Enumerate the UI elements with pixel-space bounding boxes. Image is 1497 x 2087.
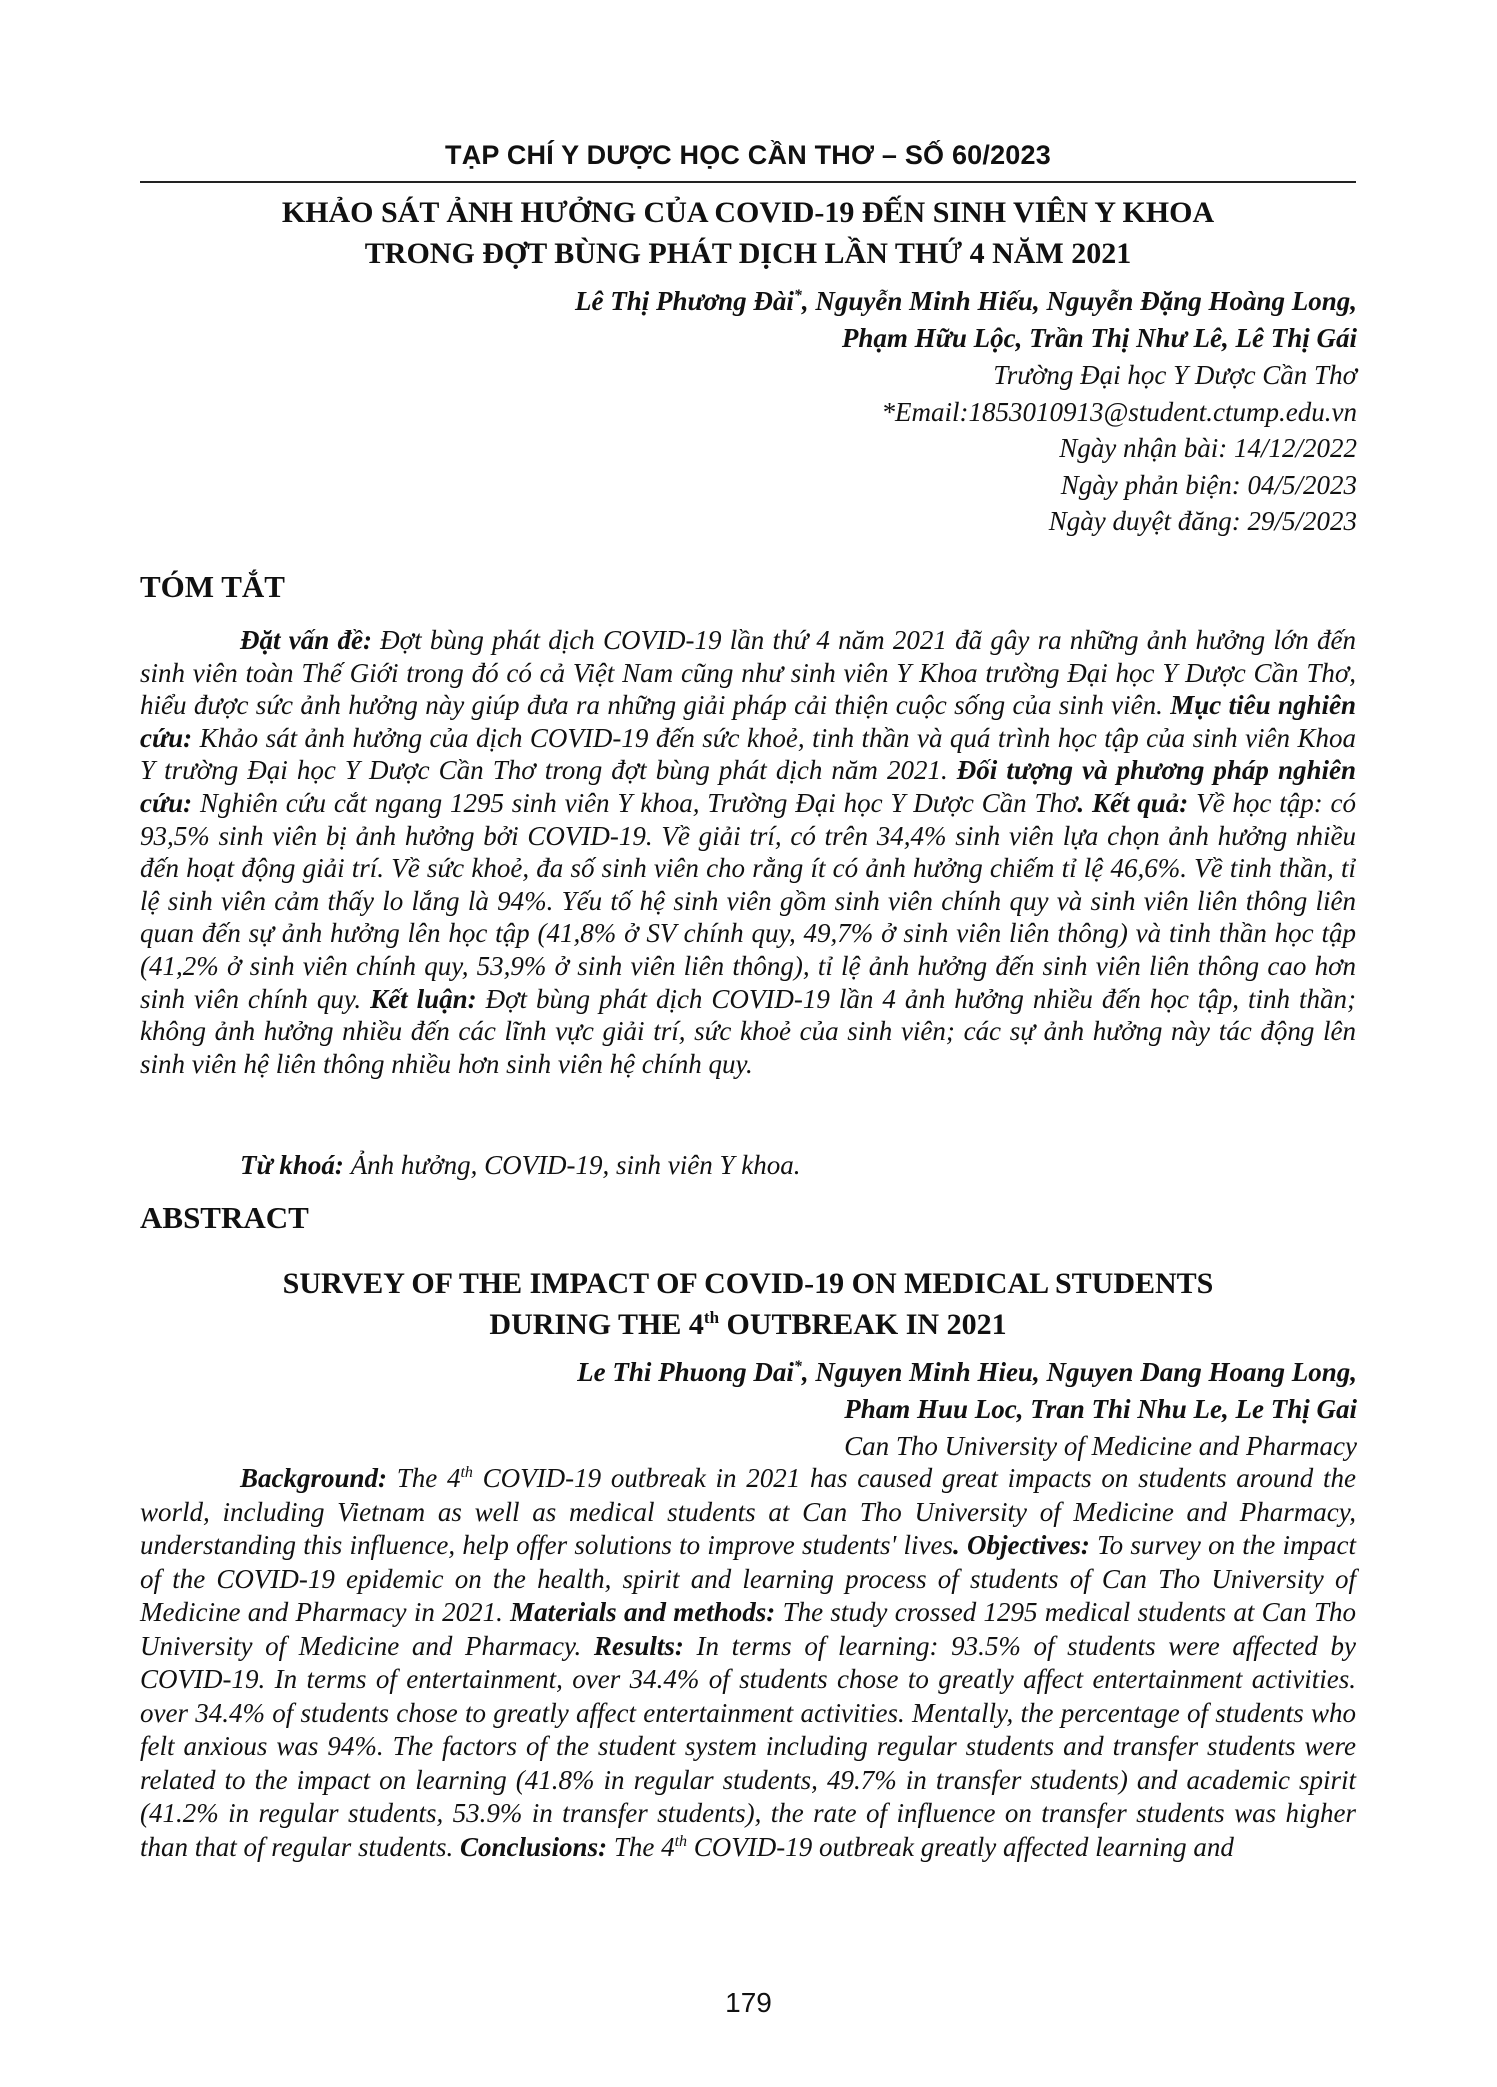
en-methods-label: Materials and methods: (510, 1597, 776, 1627)
en-objectives-label: Objectives: (959, 1530, 1090, 1560)
vietnamese-affiliation-block (881, 357, 1357, 540)
english-authors-line-1 (577, 1354, 1357, 1391)
keywords-text: Ảnh hưởng, COVID-19, sinh viên Y khoa. (343, 1150, 801, 1180)
en-background-text-end: COVID-19 outbreak in 2021 has caused great impacts on students around the world, including Vietnam as well as medical students at Can Tho University of Medicine and Pharmacy, understanding this influence, help offer solutions to improve students' lives (140, 1463, 1357, 1560)
english-authors (577, 1354, 1357, 1427)
en-conclusions-ordinal: th (674, 1832, 688, 1850)
corresponding-author-mark-en: * (793, 1358, 802, 1375)
english-title-line-2-start: DURING THE 4 (489, 1308, 704, 1341)
reviewed-date: Ngày phản biện: 04/5/2023 (1060, 469, 1357, 500)
en-results-label: Results: (593, 1630, 684, 1661)
objectives-text: Khảo sát ảnh hưởng của dịch COVID-19 đến sức khoẻ, tinh thần và quá trình học tập của sinh viên Khoa Y trường Đại học Y Dược Cần Thơ trong đợt bùng phát dịch năm 2021. (140, 722, 1356, 786)
en-conclusions-text-start: The 4 (607, 1831, 675, 1862)
objectives-label: Mục tiêu nghiên cứu: (140, 690, 1356, 753)
english-authors-line-2: Pham Huu Loc, Tran Thi Nhu Le, Le Thị Gai (844, 1393, 1357, 1424)
vietnamese-summary-paragraph (140, 624, 1356, 1080)
vietnamese-title (150, 192, 1346, 274)
accepted-date: Ngày duyệt đăng: 29/5/2023 (1048, 506, 1357, 536)
english-title (150, 1263, 1346, 1345)
vietnamese-authors (575, 283, 1357, 356)
keywords-line (140, 1150, 1356, 1181)
methods-label: Đối tượng và phương pháp nghiên cứu: (140, 755, 1356, 818)
co-authors-line-1: , Nguyễn Minh Hiếu, Nguyễn Đặng Hoàng Long, (801, 286, 1357, 316)
en-background-label: Background: (240, 1463, 388, 1493)
corresponding-author-mark: * (793, 287, 802, 304)
co-authors-line-1-en: , Nguyen Minh Hieu, Nguyen Dang Hoang Long, (801, 1357, 1357, 1387)
affiliation: Trường Đại học Y Dược Cần Thơ (993, 360, 1357, 390)
english-abstract-paragraph (140, 1462, 1356, 1864)
en-conclusions-label: Conclusions: (460, 1831, 608, 1862)
english-affiliation-block (844, 1428, 1357, 1465)
journal-header: TẠP CHÍ Y DƯỢC HỌC CẦN THƠ – SỐ 60/2023 (445, 140, 1051, 170)
en-background-text-start: The 4 (387, 1463, 461, 1493)
en-results-text: In terms of learning: 93.5% of students were affected by COVID-19. In terms of entertainment, over 34.4% of students chose to greatly affect entertainment activities. over 34.4% of students chose to greatly affect entertainment activities. Mentally, the percentage of students who felt anxious was 94%. The factors of the student system including regular students and transfer students were related to the impact on learning (41.8% in regular students, 49.7% in transfer students) and academic spirit (41.2% in regular students, 53.9% in transfer students), the rate of influence on transfer students was higher than that of regular students. (140, 1630, 1356, 1862)
en-methods-text: The study crossed 1295 medical students at Can Tho University of Medicine and Pharmacy. (140, 1597, 1356, 1661)
english-title-line-2 (150, 1304, 1346, 1345)
received-date: Ngày nhận bài: 14/12/2022 (1059, 433, 1357, 463)
corresponding-author-en: Le Thi Phuong Dai (577, 1357, 794, 1387)
results-text: Về học tập: có 93,5% sinh viên bị ảnh hưởng bởi COVID-19. Về giải trí, có trên 34,4% sinh viên lựa chọn ảnh hưởng nhiều đến hoạt động giải trí. Về sức khoẻ, đa số sinh viên cho rằng ít có ảnh hưởng chiếm tỉ lệ 46,6%. Về tinh thần, tỉ lệ sinh viên cảm thấy lo lắng là 94%. Yếu tố hệ sinh viên gồm sinh viên chính quy và sinh viên liên thông liên quan đến sự ảnh hưởng lên học tập (41,8% ở SV chính quy, 49,7% ở sinh viên liên thông) và tinh thần học tập (41,2% ở sinh viên chính quy, 53,9% ở sinh viên liên thông), tỉ lệ ảnh hưởng đến sinh viên liên thông cao hơn sinh viên chính quy. (140, 787, 1357, 1014)
background-text: Đợt bùng phát dịch COVID-19 lần thứ 4 năm 2021 đã gây ra những ảnh hưởng lớn đến sinh viên toàn Thế Giới trong đó có cả Việt Nam cũng như sinh viên Y Khoa trường Đại học Y Dược Cần Thơ, hiểu được sức ảnh hưởng này giúp đưa ra những giải pháp cải thiện cuộc sống của sinh viên. (140, 625, 1356, 721)
methods-text: Nghiên cứu cắt ngang 1295 sinh viên Y khoa, Trường Đại học Y Dược Cần Thơ (192, 787, 1078, 818)
abstract-heading: ABSTRACT (140, 1200, 309, 1235)
en-background-ordinal: th (460, 1464, 473, 1481)
page-number: 179 (725, 1987, 772, 2018)
vietnamese-authors-line-1 (575, 283, 1357, 320)
en-conclusions-text-end: COVID-19 outbreak greatly affected learning and (687, 1831, 1234, 1862)
results-label: Kết quả: (1084, 787, 1189, 818)
conclusion-label: Kết luận: (370, 983, 477, 1014)
english-title-line-1: SURVEY OF THE IMPACT OF COVID-19 ON MEDICAL STUDENTS (282, 1267, 1214, 1300)
email-link[interactable]: *Email:1853010913@student.ctump.edu.vn (881, 396, 1357, 427)
keywords-label: Từ khoá: (240, 1150, 344, 1180)
english-affiliation: Can Tho University of Medicine and Pharmacy (844, 1431, 1357, 1461)
english-title-ordinal: th (703, 1308, 720, 1327)
background-label: Đặt vấn đề: (240, 625, 372, 655)
conclusion-text: Đợt bùng phát dịch COVID-19 lần 4 ảnh hưởng nhiều đến học tập, tinh thần; không ảnh hưởng nhiều đến các lĩnh vực giải trí, sức khoẻ của sinh viên; các sự ảnh hưởng này tác động lên sinh viên hệ liên thông nhiều hơn sinh viên hệ chính quy. (140, 983, 1356, 1079)
summary-heading: TÓM TẮT (140, 569, 285, 604)
en-objectives-text: To survey on the impact of the COVID-19 epidemic on the health, spirit and learning process of students of Can Tho University of Medicine and Pharmacy in 2021. (140, 1530, 1357, 1627)
corresponding-author: Lê Thị Phương Đài (574, 286, 794, 316)
vietnamese-title-line-2: TRONG ĐỢT BÙNG PHÁT DỊCH LẦN THỨ 4 NĂM 2021 (364, 237, 1132, 270)
english-title-line-2-end: OUTBREAK IN 2021 (719, 1308, 1007, 1341)
vietnamese-title-line-1: KHẢO SÁT ẢNH HƯỞNG CỦA COVID-19 ĐẾN SINH VIÊN Y KHOA (281, 196, 1215, 229)
header-rule (140, 181, 1356, 183)
methods-period: . (1077, 787, 1085, 818)
en-background-period: . (952, 1530, 960, 1560)
vietnamese-authors-line-2: Phạm Hữu Lộc, Trần Thị Như Lê, Lê Thị Gái (841, 322, 1357, 353)
